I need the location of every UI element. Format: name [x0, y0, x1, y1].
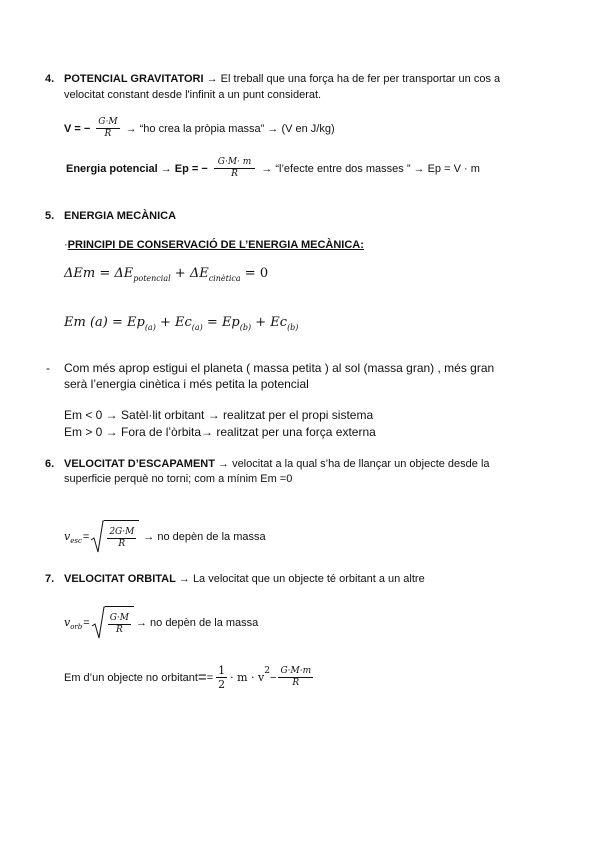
- section-6-number: 6.: [45, 458, 55, 470]
- orbital-velocity-fraction: [108, 613, 131, 636]
- potential-energy-numerator: G·M· m: [214, 157, 256, 169]
- section-7-number: 7.: [45, 573, 55, 585]
- orbital-velocity-radicand: [105, 606, 134, 640]
- potential-energy-fraction: [214, 157, 256, 180]
- principle-title: PRINCIPI DE CONSERVACIÓ DE L’ENERGIA MECÀNICA:: [67, 239, 364, 251]
- escape-velocity-sqrt: [90, 520, 139, 554]
- non-orbiting-energy-minus: −: [270, 671, 277, 684]
- eq2-part-d: + Ec: [251, 315, 288, 330]
- section-4-heading: [64, 72, 500, 86]
- non-orbiting-energy-mid: · m · v: [230, 670, 265, 684]
- section-4-text-1: El treball que una força ha de fer per transportar un cos a: [220, 73, 501, 85]
- eq2-sub-1: (a): [144, 323, 156, 332]
- potential-term-fraction: [278, 666, 313, 689]
- potential-term-numerator: G·M·m: [280, 666, 312, 676]
- non-orbiting-energy-equals: =: [197, 668, 207, 686]
- bullet-dash: -: [46, 361, 50, 375]
- potential-numerator: G·M: [98, 117, 118, 127]
- section-7-heading: [64, 572, 425, 586]
- principle-dot: ·: [64, 239, 68, 251]
- eq1-sub-potencial: potencial: [133, 274, 171, 283]
- non-orbiting-energy-label: Em d’un objecte no orbitant: [64, 671, 198, 684]
- escape-velocity-denominator: R: [118, 539, 126, 549]
- section-6-text-2: superficie perquè no torni; com a mínim Em =0: [64, 473, 293, 485]
- section-5-title: ENERGIA MECÀNICA: [64, 210, 177, 222]
- orbital-velocity-numerator: G·M: [109, 613, 129, 623]
- eq1-part-c: = 0: [240, 266, 269, 281]
- potential-energy-description: → “l’efecte entre dos masses ” → Ep = V · m: [261, 162, 480, 175]
- escape-velocity-numerator: 2G·M: [109, 527, 135, 537]
- escape-velocity-note: → no depèn de la massa: [143, 531, 266, 543]
- potential-fraction: [96, 117, 119, 140]
- escape-velocity-fraction: [107, 527, 136, 550]
- section-5-number: 5.: [45, 210, 55, 222]
- potential-formula: [64, 117, 335, 140]
- orbital-velocity-note: → no depèn de la massa: [135, 617, 259, 629]
- eq2-part-a: Em (a) = Ep: [64, 315, 145, 330]
- eq2-sub-4: (b): [287, 323, 299, 332]
- section-4-text-2: velocitat constant desde l'infinit a un punt considerat.: [64, 89, 322, 101]
- escape-velocity-formula: [64, 520, 266, 554]
- section-6-text-1: → velocitat a la qual s’ha de llançar un objecte desde la: [214, 458, 490, 470]
- section-4-title: POTENCIAL GRAVITATORI: [64, 73, 204, 85]
- potential-denominator: R: [104, 129, 112, 139]
- conservation-equation: [64, 266, 268, 281]
- energy-equality-equation: [64, 315, 298, 330]
- eq2-sub-3: (b): [239, 323, 252, 332]
- potential-energy-mid: → Ep = −: [160, 162, 208, 175]
- non-orbiting-energy-formula: [64, 664, 313, 691]
- potential-description: → “ho crea la pròpia massa” → (V en J/kg): [125, 122, 335, 135]
- orbital-velocity-formula: [64, 606, 258, 640]
- radical-sign-icon: [91, 606, 105, 640]
- potential-energy-denominator: R: [231, 169, 238, 179]
- non-orbiting-energy-equals-2: =: [206, 671, 214, 684]
- orbital-velocity-subscript: orb: [70, 623, 83, 631]
- orbital-velocity-equals: =: [83, 617, 90, 629]
- negative-energy-line: Em < 0 → Satèl·lit orbitant → realitzat per el propi sistema: [64, 408, 374, 422]
- radical-sign-icon: [90, 520, 104, 554]
- half-numerator: 1: [218, 664, 226, 677]
- half-denominator: 2: [218, 678, 226, 691]
- potential-energy-label: Energia potencial: [66, 162, 158, 175]
- section-6-title: VELOCITAT D’ESCAPAMENT: [64, 458, 215, 470]
- escape-velocity-equals: =: [82, 531, 90, 543]
- orbital-velocity-sqrt: [91, 606, 134, 640]
- potential-term-denominator: R: [292, 678, 300, 688]
- half-fraction: [216, 664, 227, 691]
- positive-energy-line: Em > 0 → Fora de l’òrbita→ realitzat per una força externa: [64, 425, 376, 439]
- section-7-text-1: → La velocitat que un objecte té orbitant a un altre: [175, 573, 425, 585]
- eq1-sub-cinetica: cinètica: [208, 274, 241, 283]
- section-7-title: VELOCITAT ORBITAL: [64, 573, 176, 585]
- velocity-squared-exponent: 2: [264, 665, 270, 676]
- eq2-part-c: = Ep: [202, 315, 240, 330]
- bullet-text-1: Com més aprop estigui el planeta ( massa petita ) al sol (massa gran) , més gran: [64, 361, 495, 375]
- bullet-text-2: serà l’energia cinètica i més petita la potencial: [64, 377, 309, 391]
- section-6-heading: [64, 457, 490, 471]
- escape-velocity-symbol: v: [64, 530, 71, 543]
- section-4-number: 4.: [45, 73, 55, 85]
- orbital-velocity-denominator: R: [115, 625, 123, 635]
- conservation-principle: [64, 238, 364, 252]
- potential-energy-formula: [66, 157, 480, 180]
- eq2-part-b: + Ec: [155, 315, 192, 330]
- potential-label: V = −: [64, 122, 91, 135]
- escape-velocity-subscript: esc: [70, 537, 82, 545]
- eq1-part-a: ΔEm = ΔE: [64, 266, 134, 281]
- section-4-arrow: →: [203, 73, 221, 85]
- eq1-part-b: + ΔE: [170, 266, 209, 281]
- eq2-sub-2: (a): [191, 323, 203, 332]
- escape-velocity-radicand: [104, 520, 139, 554]
- orbital-velocity-symbol: v: [64, 616, 71, 629]
